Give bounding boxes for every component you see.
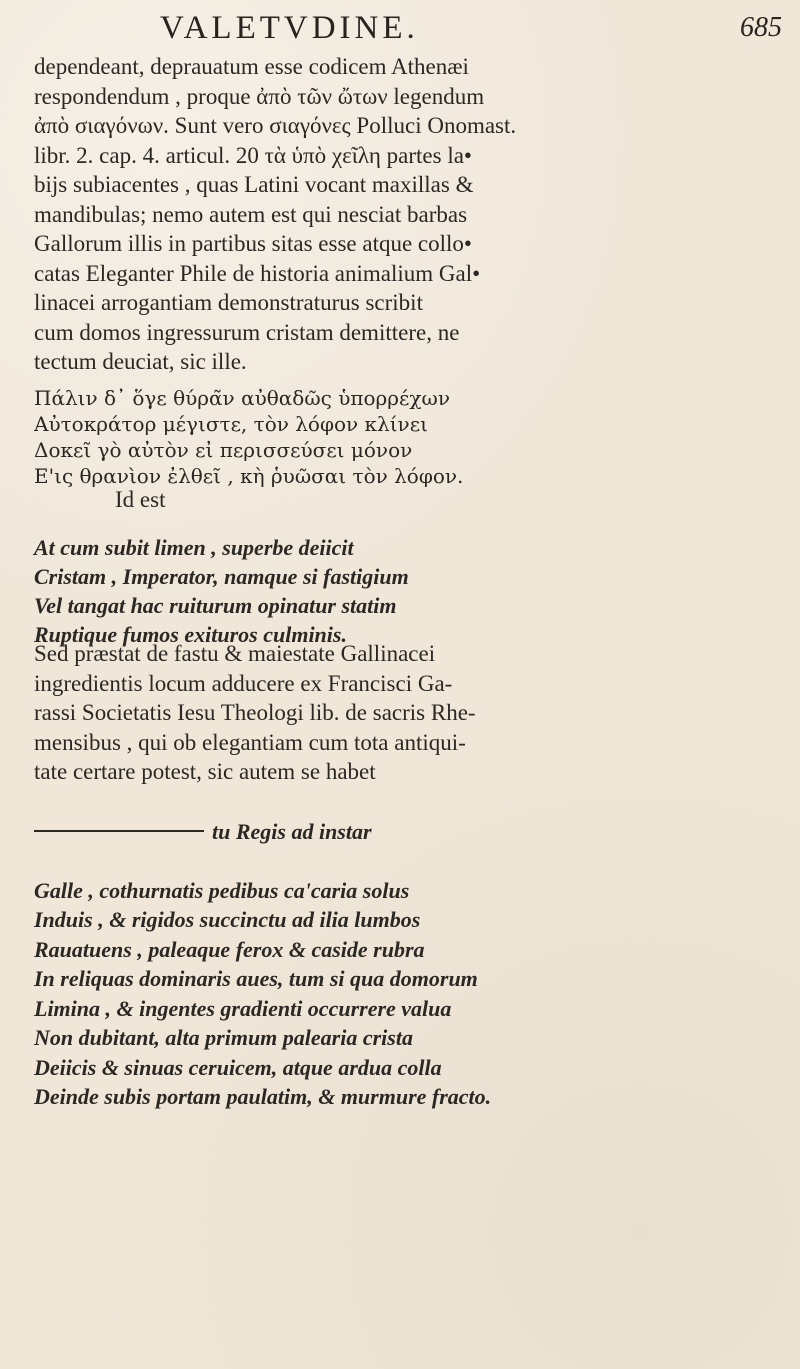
verse-2-intro: tu Regis ad instar (212, 818, 372, 844)
paragraph-1: dependeant, deprauatum esse codicem Athenæi respondendum , proque ἀπὸ τῶν ὤτων legendum ἀπὸ σιαγόνων. Sunt vero σιαγόνες Polluci Onomast. libr. 2. cap. 4. articul. 20 τὰ ὑπὸ χεῖλη partes la• bijs subiacentes , quas Latini vocant maxillas & mandibulas; nemo autem est qui nesciat barbas Gallorum illis in partibus sitas esse atque collo• catas Eleganter Phile de historia animalium Gal• linacei arrogantiam demonstraturus scribit cum domos ingressurum cristam demittere, ne tectum deuciat, sic ille. (34, 54, 517, 374)
omission-dash (34, 830, 204, 832)
verse-2-first-line (34, 817, 754, 847)
page-header (0, 10, 800, 50)
greek-quotation: Πάλιν δ᾽ ὅγε θύρα̃ν αὐθαδῶς ὑπορρέχων Αὐτοκράτορ μέγιστε, τὸν λόφον κλίνει Δοκεῖ γὸ αὐτὸν εἰ περισσεύσει μόνον Ε'ις θρανὶον ἐλθεῖ , κὴ ῥυῶσαι τὸν λόφον. (34, 386, 464, 488)
page-number: 685 (740, 12, 782, 43)
paragraph-2: Sed præstat de fastu & maiestate Gallinacei ingredientis locum adducere ex Francisci Ga- rassi Societatis Iesu Theologi lib. de sacris Rhe- mensibus , qui ob elegantiam cum tota antiqui- tate certare potest, sic autem se habet (34, 641, 476, 784)
running-head: VALETVDINE. (160, 10, 419, 46)
garassus-verse (34, 787, 754, 1141)
translation-intro: Id est (115, 487, 166, 512)
latin-verse-translation: At cum subit limen , superbe deiicit Cristam , Imperator, namque si fastigium Vel tangat hac ruiturum opinatur statim Ruptique fumos exituros culminis. (34, 535, 409, 647)
verse-2-lines: Galle , cothurnatis pedibus ca'caria solus Induis , & rigidos succinctu ad ilia lumbos Rauatuens , paleaque ferox & caside rubra In reliquas dominaris aues, tum si qua domorum Limina , & ingentes gradienti occurrere valua Non dubitant, alta primum palearia crista Deiicis & sinuas ceruicem, atque ardua colla Deinde subis portam paulatim, & murmure fracto. (34, 877, 492, 1109)
